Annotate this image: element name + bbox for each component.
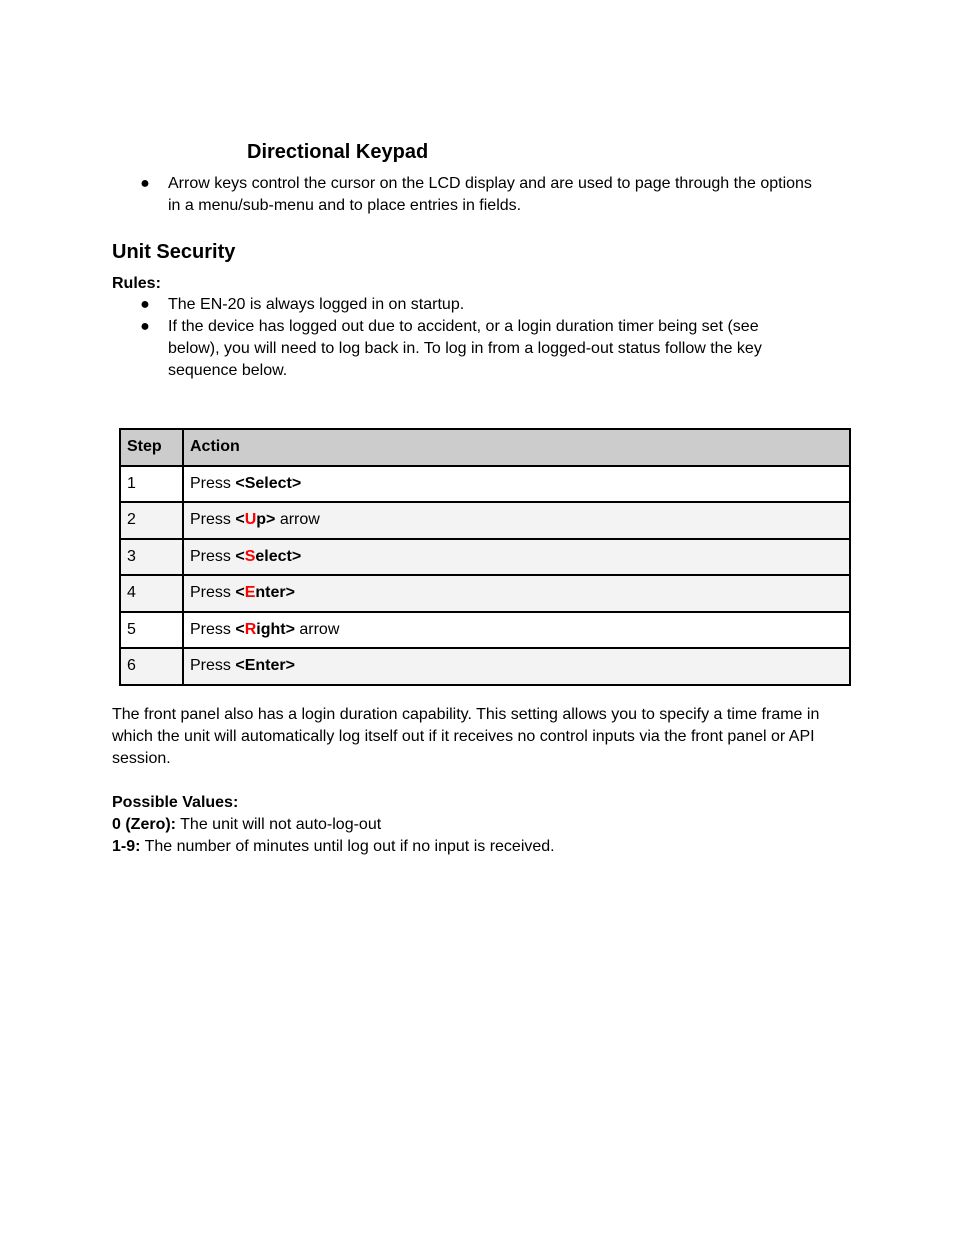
table-row	[120, 466, 850, 503]
list-item	[112, 316, 812, 382]
step-action	[183, 612, 850, 649]
login-duration-paragraph: The front panel also has a login duration capability. This setting allows you to specify a time frame in which the unit will automatically log itself out if it receives no control inputs via the front panel or API session.	[112, 706, 820, 767]
list-item-text: The EN-20 is always logged in on startup.	[168, 296, 465, 313]
table-row	[120, 648, 850, 685]
step-number: 2	[120, 502, 183, 539]
column-header-action: Action	[183, 429, 850, 466]
key-name: <Enter>	[235, 584, 295, 602]
possible-values-label: Possible Values:	[112, 794, 239, 811]
step-number: 4	[120, 575, 183, 612]
list-item	[112, 173, 812, 217]
action-verb: Press	[190, 620, 236, 638]
rules-label: Rules:	[112, 275, 161, 292]
key-name: <Up>	[235, 511, 276, 529]
action-verb: Press	[190, 511, 236, 529]
bullet-dot-icon: ●	[140, 175, 150, 192]
column-header-step: Step	[120, 429, 183, 466]
action-verb: Press	[190, 584, 236, 602]
possible-value-range	[112, 836, 555, 858]
table-row	[120, 502, 850, 539]
action-suffix: arrow	[294, 620, 340, 638]
table-row	[120, 612, 850, 649]
login-steps-table	[119, 428, 851, 686]
list-item-text: Arrow keys control the cursor on the LCD display and are used to page through the options in a menu/sub-menu and to place entries in fields.	[168, 175, 812, 214]
section-title-unit-security: Unit Security	[112, 241, 236, 263]
key-name: <Select>	[235, 474, 302, 492]
step-number: 5	[120, 612, 183, 649]
value-description: The number of minutes until log out if no input is received.	[140, 838, 555, 855]
bullet-dot-icon: ●	[140, 318, 150, 335]
step-action	[183, 502, 850, 539]
section-title-directional-keypad: Directional Keypad	[247, 141, 429, 163]
table-row	[120, 539, 850, 576]
action-suffix: arrow	[275, 511, 320, 529]
table-row	[120, 575, 850, 612]
step-number: 3	[120, 539, 183, 576]
value-description: The unit will not auto-log-out	[176, 816, 382, 833]
keypad-bullet-list	[112, 173, 812, 217]
step-action	[183, 466, 850, 503]
key-name: <Enter>	[235, 657, 295, 675]
value-key: 0 (Zero):	[112, 816, 176, 833]
table-header-row	[120, 429, 850, 466]
key-name: <Select>	[235, 547, 302, 565]
step-number: 1	[120, 466, 183, 503]
step-action	[183, 575, 850, 612]
value-key: 1-9:	[112, 838, 141, 855]
list-item-text: If the device has logged out due to accident, or a login duration timer being set (see below), you will need to log back in. To log in from a logged-out status follow the key sequence below.	[168, 318, 762, 379]
key-name: <Right>	[235, 620, 295, 638]
possible-value-zero	[112, 814, 381, 836]
list-item	[112, 294, 812, 316]
step-number: 6	[120, 648, 183, 685]
bullet-dot-icon: ●	[140, 296, 150, 313]
rules-bullet-list	[112, 294, 812, 382]
action-verb: Press	[190, 474, 236, 492]
step-action	[183, 648, 850, 685]
action-verb: Press	[190, 657, 236, 675]
step-action	[183, 539, 850, 576]
action-verb: Press	[190, 547, 236, 565]
